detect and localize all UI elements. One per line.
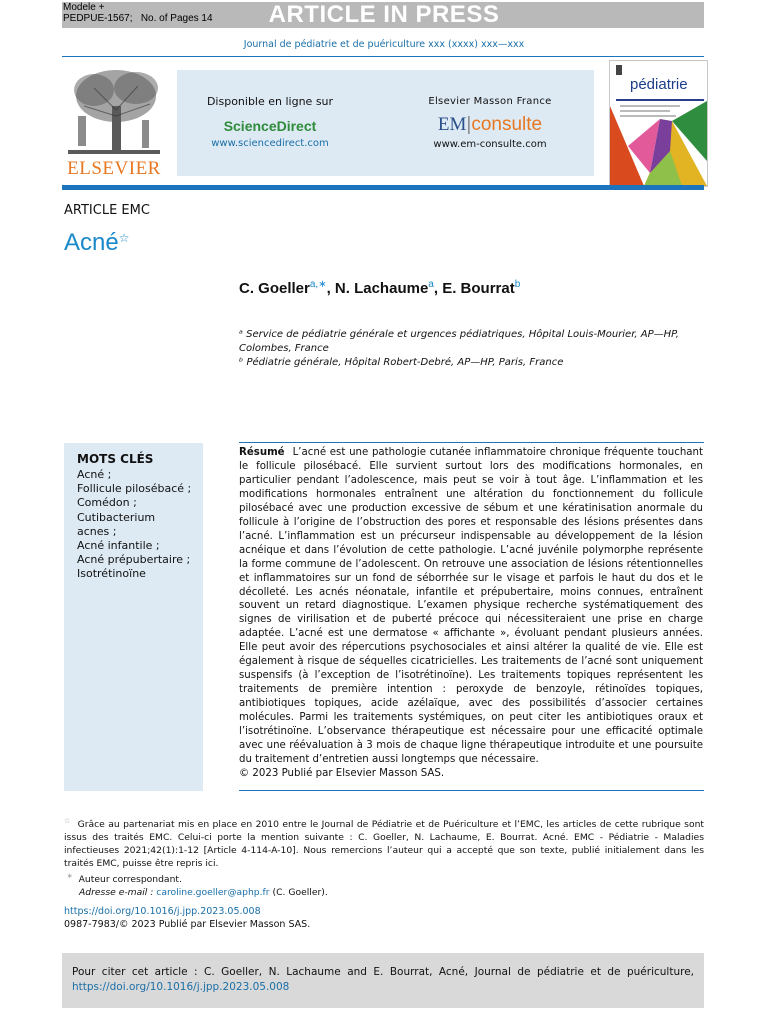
corresponding-author-note (64, 870, 704, 886)
keyword: Cutibacterium (77, 510, 156, 524)
affiliation-a: ᵃ Service de pédiatrie générale et urgences pédiatriques, Hôpital Louis-Mourier, AP—HP, Colombes, France (239, 329, 679, 354)
author-name[interactable]: E. Bourrat (442, 280, 515, 297)
keyword: Isotrétinoïne (77, 567, 146, 581)
sciencedirect-link[interactable]: www.sciencedirect.com (211, 138, 329, 149)
sciencedirect-logo[interactable]: ScienceDirect (223, 118, 317, 134)
keyword: Follicule pilosébacé ; (77, 482, 192, 496)
keywords-title: MOTS CLÉS (77, 452, 154, 466)
keyword: Comédon ; (77, 496, 137, 510)
doi-link[interactable]: https://doi.org/10.1016/j.jpp.2023.05.008 (64, 906, 261, 917)
title-footnote-text: Grâce au partenariat mis en place en 2010 entre le Journal de Pédiatrie et de Puériculture et l’EMC, les articles de cette rubrique sont issus des traités EMC. Celui-ci porte la mention suivante : C. Goeller, N. Lachaume, E. Bourrat. Acné. EMC - Pédiatrie - Maladies infectieuses 2021;42(1):1-12 [Article 4-114-A-10]. Nous remercions l’auteur qui a accepté que son texte, publié initialement dans les traités EMC, puisse être repris ici. (64, 819, 704, 870)
header-bottom-rule (62, 185, 704, 190)
corresponding-text: Auteur correspondant. (78, 874, 182, 886)
author-affiliation-mark[interactable]: a (428, 279, 434, 290)
author-separator: , (433, 280, 443, 297)
author-list (239, 279, 520, 297)
email-label: Adresse e-mail : (79, 887, 154, 899)
author-separator: , (326, 280, 335, 297)
article-ref: PEDPUE-1567; (63, 13, 133, 24)
banner-title: ARTICLE IN PRESS (268, 1, 500, 28)
citation-text (72, 965, 694, 995)
consulte-logo-part: consulte (471, 114, 543, 135)
page-count: No. of Pages 14 (140, 13, 213, 24)
top-rule (62, 56, 704, 57)
author-name[interactable]: N. Lachaume (334, 280, 429, 297)
email-link[interactable]: caroline.goeller@aphp.fr (156, 887, 270, 899)
abstract-top-rule (239, 442, 704, 443)
elsevier-wordmark: ELSEVIER (67, 158, 161, 179)
em-consulte-link[interactable]: www.em-consulte.com (433, 139, 547, 150)
abstract-bottom-rule (239, 790, 704, 791)
keyword: acnes ; (77, 524, 117, 538)
email-line (64, 886, 704, 899)
author-affiliation-mark[interactable]: a,∗ (309, 279, 327, 290)
author-affiliation-mark[interactable]: b (514, 279, 521, 290)
affiliation-b: ᵇ Pédiatrie générale, Hôpital Robert-Debré, AP—HP, Paris, France (239, 357, 564, 368)
modele-label: Modele + (63, 2, 105, 13)
elsevier-masson-label: Elsevier Masson France (428, 96, 552, 107)
issn-line: 0987-7983/© 2023 Publié par Elsevier Masson SAS. (64, 919, 311, 930)
abstract-body: L’acné est une pathologie cutanée inflammatoire chronique fréquente touchant le follicule pilosébacé. Elle survient surtout lors des modifications hormonales, en particulier pendant l’adolescence, mais peut se voir à tout âge. L’inflammation et les modifications hormonales entraînent une altération du fonctionnement du follicule pilosébacé avec une production excessive de sébum et une kératinisation anormale du follicule à l’origine de l’obstruction des pores et responsable des lésions présentes dans l’acné. L’inflammation est un précurseur indispensable au développement de la lésion acnéique et dans l’évolution de cette pathologie. L’acné juvénile polymorphe représente la forme commune de l’adolescent. On retrouve une association de lésions rétentionnelles et inflammatoires sur un fond de séborrhée sur le visage et parfois le haut du dos et le décolleté. Les acnés néonatale, infantile et prépubertaire, moins connues, entraînent souvent un retard diagnostique. L’examen physique recherche systématiquement des signes de virilisation et de puberté précoce qui nécessiteraient une prise en charge adaptée. L’acné est une dermatose « affichante », évoluant pendant plusieurs années. Elle peut avoir des répercutions psychosociales et ainsi altérer la qualité de vie. Elle est également à risque de séquelles cicatricielles. Les traitements de l’acné sont uniquement suspensifs (à l’exception de l’isotrétinoïne). Les traitements topiques représentent les traitements de première intention : peroxyde de benzoyle, rétinoïdes topiques, antibiotiques topiques, acide azélaïque, avec des possibilités d’associer certaines molécules. Parmi les traitements systémiques, on peut citer les antibiotiques oraux et l’isotrétinoïne. L’observance thérapeutique est nécessaire pour une efficacité optimale avec une réévaluation à 3 mois de chaque ligne thérapeutique introduite et une poursuite du traitement d’entretien aussi longtemps que nécessaire. (239, 447, 703, 765)
abstract-copyright: © 2023 Publié par Elsevier Masson SAS. (239, 767, 445, 779)
article-type: ARTICLE EMC (64, 203, 150, 218)
keyword: Acné ; (77, 468, 112, 481)
citation-body: Pour citer cet article : C. Goeller, N. Lachaume and E. Bourrat, Acné, Journal de pédiatrie et de puériculture, (72, 966, 694, 978)
footnotes (64, 815, 704, 899)
available-online-label: Disponible en ligne sur (206, 95, 334, 108)
em-consulte-logo[interactable]: EM|consulte (437, 114, 543, 135)
article-title (64, 229, 129, 257)
title-footnote (64, 815, 704, 870)
journal-citation-line[interactable]: Journal de pédiatrie et de puériculture xxx (xxxx) xxx—xxx (243, 39, 525, 50)
email-owner: (C. Goeller). (272, 887, 328, 899)
footnote-mark: ☆ (64, 817, 71, 825)
footnote-mark: ∗ (66, 872, 73, 881)
cover-title: pédiatrie (630, 76, 688, 93)
em-logo-part: EM (437, 114, 467, 135)
abstract (239, 446, 703, 781)
keyword: Acné infantile ; (77, 539, 160, 553)
keywords-list (77, 468, 191, 582)
abstract-label: Résumé (239, 447, 285, 458)
author-name[interactable]: C. Goeller (239, 280, 310, 297)
title-text: Acné (64, 229, 119, 256)
citation-doi-link[interactable]: https://doi.org/10.1016/j.jpp.2023.05.008 (72, 981, 290, 993)
keyword: Acné prépubertaire ; (77, 553, 191, 567)
title-footnote-mark[interactable]: ☆ (118, 231, 130, 245)
